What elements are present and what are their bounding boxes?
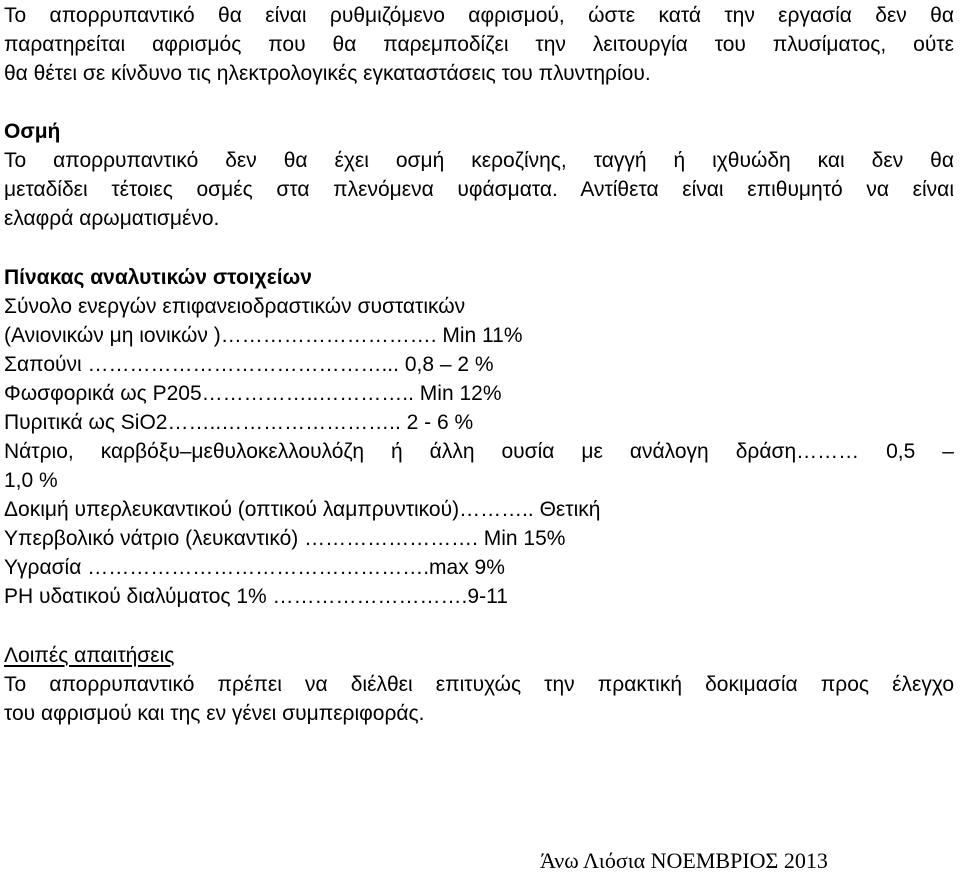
analysis-line-phosphates: Φωσφορικά ως P205……………..………….. Min 12% — [4, 382, 502, 405]
intro-line-1: Το απορρυπαντικό θα είναι ρυθμιζόμενο αφρισμού, ώστε κατά την εργασία δεν θα — [4, 4, 954, 27]
intro-line-3: θα θέτει σε κίνδυνο τις ηλεκτρολογικές εγκαταστάσεις του πλυντηρίου. — [4, 62, 651, 85]
analysis-heading: Πίνακας αναλυτικών στοιχείων — [4, 266, 312, 289]
other-requirements-heading: Λοιπές απαιτήσεις — [4, 644, 175, 667]
other-requirements-line-2: του αφρισμού και της εν γένει συμπεριφοράς. — [4, 702, 425, 725]
analysis-line-soap: Σαπούνι ……………………………………... 0,8 – 2 % — [4, 353, 494, 376]
analysis-line-surfactants: Σύνολο ενεργών επιφανειοδραστικών συστατικών — [4, 295, 466, 318]
analysis-line-perborate: Υπερβολικό νάτριο (λευκαντικό) ……………………. Min 15% — [4, 527, 566, 550]
analysis-line-cmc-range: 1,0 % — [4, 469, 58, 492]
footer-place-date: Άνω Λιόσια ΝΟΕΜΒΡΙΟΣ 2013 — [540, 848, 828, 873]
odor-heading: Οσμή — [4, 120, 61, 143]
analysis-line-ph: PH υδατικού διαλύματος 1% ……………………….9-11 — [4, 585, 508, 608]
odor-line-2: μεταδίδει τέτοιες οσμές στα πλενόμενα υφάσματα. Αντίθετα είναι επιθυμητό να είναι — [4, 178, 954, 201]
analysis-line-optical-brightener: Δοκιμή υπερλευκαντικού (οπτικού λαμπρυντικού)……….. Θετική — [4, 498, 601, 521]
analysis-line-cmc: Νάτριο, καρβόξυ–μεθυλοκελλουλόζη ή άλλη ουσία με ανάλογη δράση……… 0,5 – — [4, 440, 954, 463]
analysis-line-moisture: Υγρασία ………………………………………….max 9% — [4, 556, 505, 579]
analysis-line-anionic: (Ανιονικών μη ιονικών )…………………………. Min 11% — [4, 324, 523, 347]
analysis-line-silicates: Πυριτικά ως SiO2……..…………………….. 2 - 6 % — [4, 411, 474, 434]
odor-line-3: ελαφρά αρωματισμένο. — [4, 207, 220, 230]
intro-line-2: παρατηρείται αφρισμός που θα παρεμποδίζει την λειτουργία του πλυσίματος, ούτε — [4, 33, 954, 56]
odor-line-1: Το απορρυπαντικό δεν θα έχει οσμή κεροζίνης, ταγγή ή ιχθυώδη και δεν θα — [4, 149, 954, 172]
other-requirements-line-1: Το απορρυπαντικό πρέπει να διέλθει επιτυχώς την πρακτική δοκιμασία προς έλεγχο — [4, 673, 954, 696]
